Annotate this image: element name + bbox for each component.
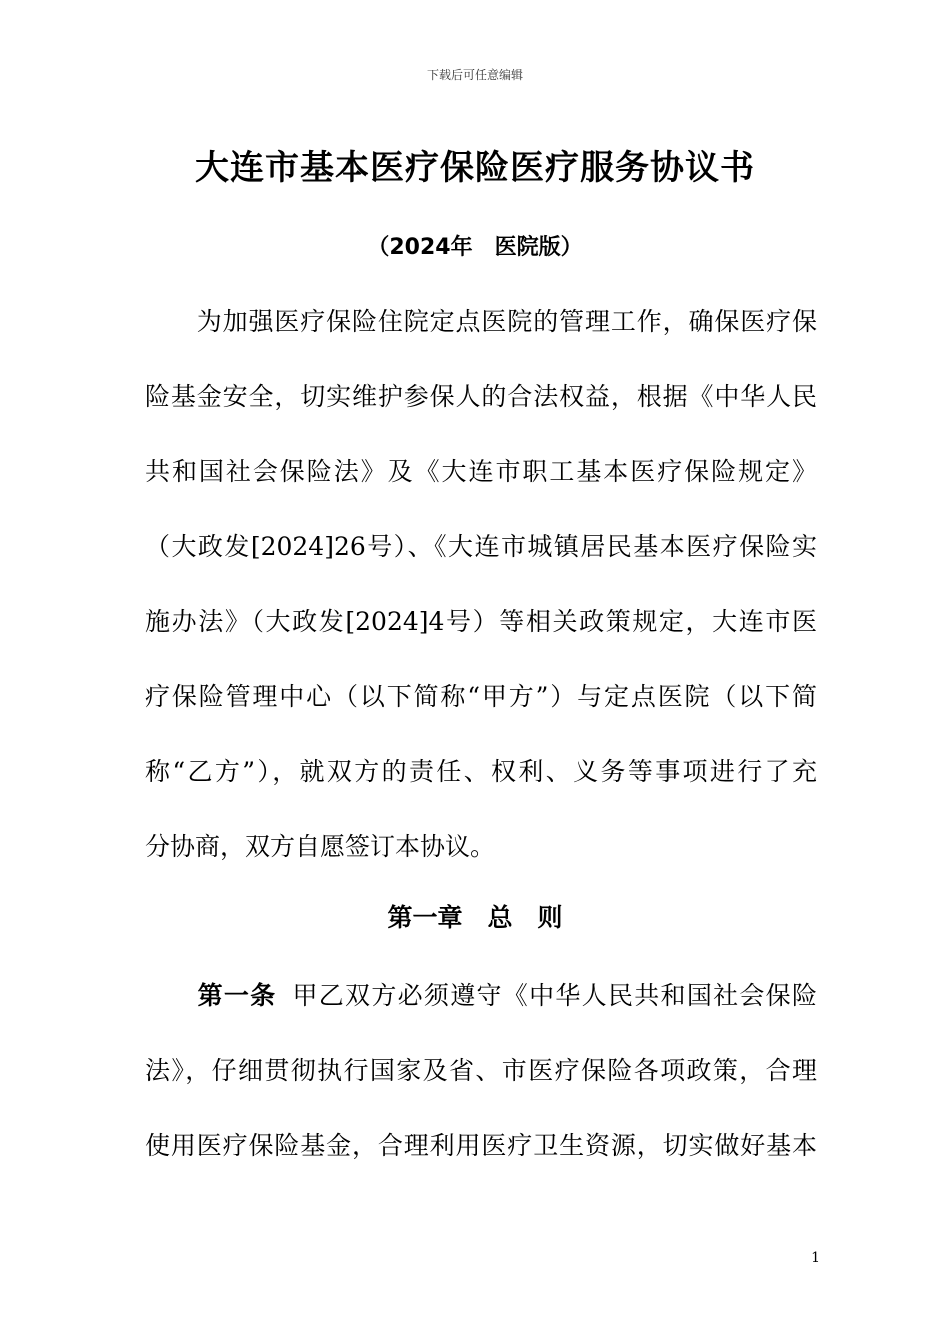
intro-paragraph — [145, 284, 817, 884]
intro-line: 称“乙方”），就双方的责任、权利、义务等事项进行了充 — [145, 757, 817, 786]
article-1-first-line — [145, 958, 817, 1033]
article-label: 第一条 — [197, 981, 277, 1010]
intro-line: 分协商，双方自愿签订本协议。 — [145, 832, 496, 861]
article-1-paragraph — [145, 958, 817, 1183]
document-subtitle: （2024年 医院版） — [367, 235, 583, 260]
page-number: 1 — [811, 1250, 820, 1266]
article-1-line: 使用医疗保险基金，合理利用医疗卫生资源，切实做好基本 — [145, 1131, 817, 1160]
article-1-text: 甲乙双方必须遵守《中华人民共和国社会保险 — [292, 981, 817, 1010]
intro-line: 疗保险管理中心（以下简称“甲方”）与定点医院（以下简 — [145, 682, 817, 711]
intro-line: 为加强医疗保险住院定点医院的管理工作，确保医疗保 — [145, 307, 817, 336]
intro-line: （大政发[2024]26号）、《大连市城镇居民基本医疗保险实 — [145, 532, 817, 561]
intro-line: 险基金安全，切实维护参保人的合法权益，根据《中华人民 — [145, 382, 817, 411]
document-title: 大连市基本医疗保险医疗服务协议书 — [195, 148, 755, 188]
article-1-line: 法》，仔细贯彻执行国家及省、市医疗保险各项政策，合理 — [145, 1056, 817, 1085]
intro-line: 施办法》（大政发[2024]4号）等相关政策规定，大连市医 — [145, 607, 817, 636]
intro-line: 共和国社会保险法》及《大连市职工基本医疗保险规定》 — [145, 457, 817, 486]
chapter-heading: 第一章 总 则 — [387, 903, 563, 932]
header-note: 下载后可任意编辑 — [426, 68, 523, 82]
